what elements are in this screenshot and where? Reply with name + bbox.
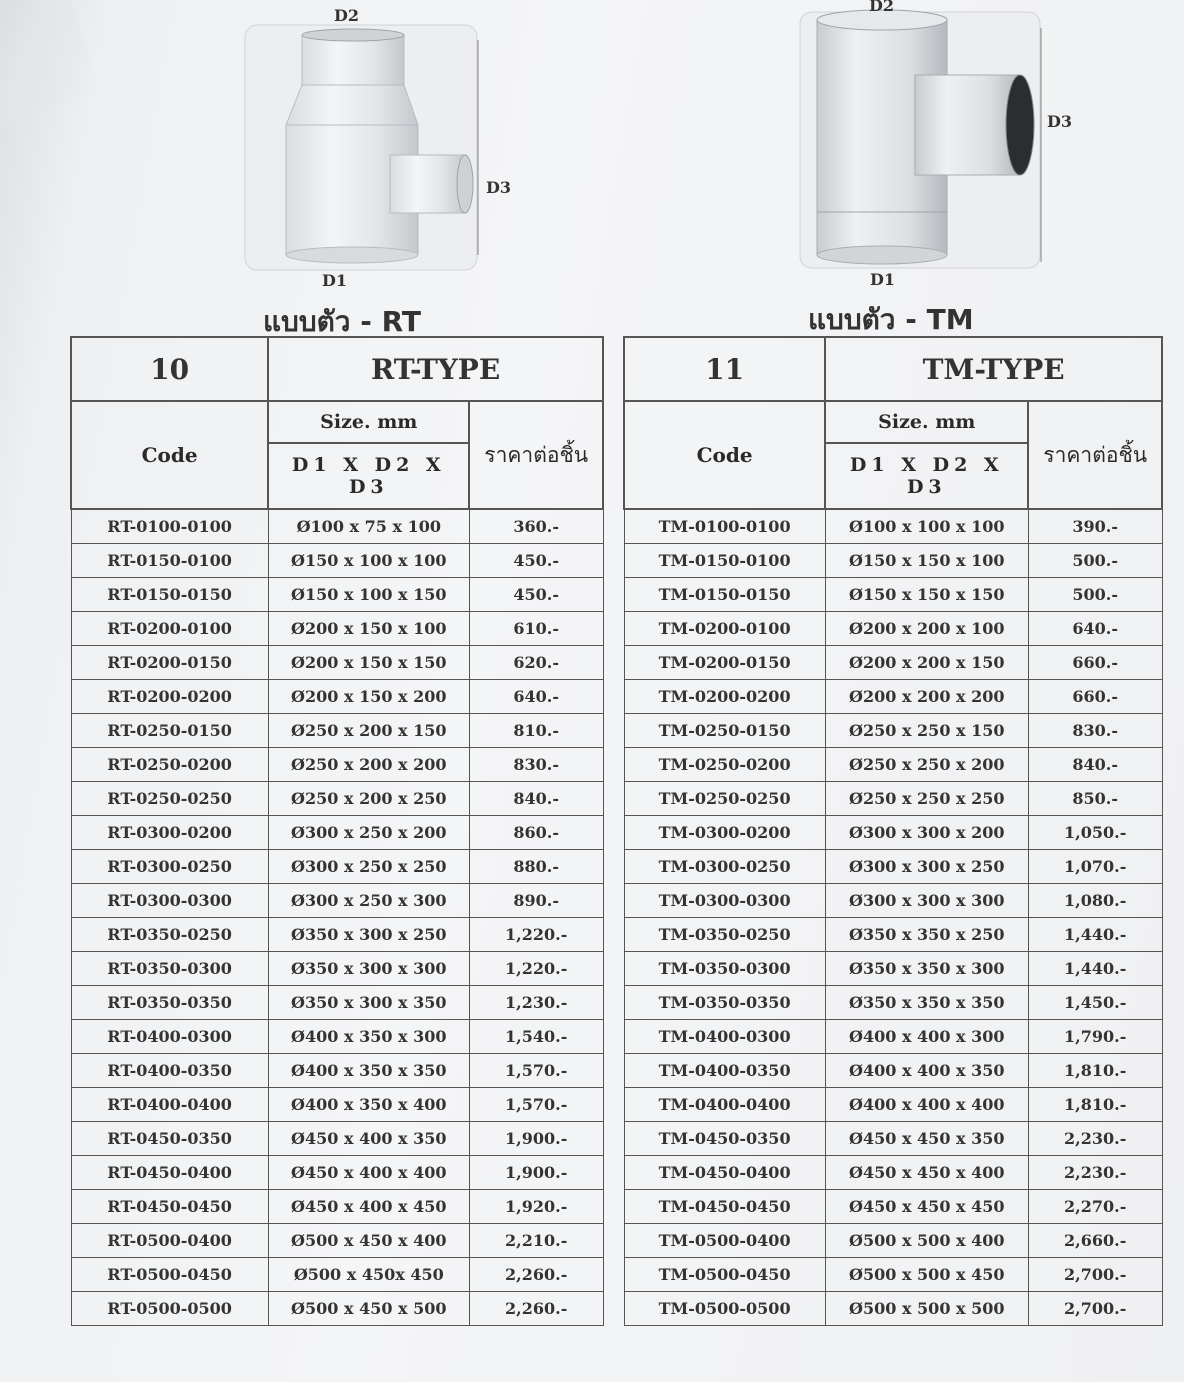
cell-price: 1,230.-	[469, 986, 603, 1020]
cell-size: Ø350 x 300 x 250	[268, 918, 469, 952]
table-row	[624, 544, 1162, 578]
table-row	[624, 1224, 1162, 1258]
table-row	[624, 646, 1162, 680]
rt-table-body	[71, 509, 603, 1326]
cell-code: RT-0200-0200	[71, 680, 268, 714]
cell-code: TM-0500-0400	[624, 1224, 825, 1258]
cell-price: 840.-	[469, 782, 603, 816]
cell-price: 1,540.-	[469, 1020, 603, 1054]
cell-code: TM-0450-0350	[624, 1122, 825, 1156]
cell-code: RT-0300-0250	[71, 850, 268, 884]
cell-size: Ø500 x 500 x 400	[825, 1224, 1028, 1258]
table-row	[71, 1156, 603, 1190]
table-row	[624, 680, 1162, 714]
cell-code: TM-0400-0400	[624, 1088, 825, 1122]
table-row	[71, 816, 603, 850]
cell-size: Ø450 x 450 x 400	[825, 1156, 1028, 1190]
cell-code: RT-0400-0350	[71, 1054, 268, 1088]
cell-size: Ø400 x 400 x 300	[825, 1020, 1028, 1054]
table-row	[624, 714, 1162, 748]
rt-d1-label: D1	[322, 271, 348, 290]
table-row	[71, 1088, 603, 1122]
cell-size: Ø300 x 250 x 300	[268, 884, 469, 918]
cell-code: RT-0350-0250	[71, 918, 268, 952]
cell-code: RT-0500-0450	[71, 1258, 268, 1292]
cell-code: TM-0450-0450	[624, 1190, 825, 1224]
table-row	[624, 1020, 1162, 1054]
cell-size: Ø400 x 400 x 350	[825, 1054, 1028, 1088]
rt-size-header: Size. mm	[268, 401, 469, 443]
cell-code: RT-0150-0100	[71, 544, 268, 578]
table-row	[71, 680, 603, 714]
cell-code: RT-0100-0100	[71, 509, 268, 544]
cell-code: TM-0200-0100	[624, 612, 825, 646]
tm-table-body	[624, 509, 1162, 1326]
table-row	[624, 952, 1162, 986]
cell-size: Ø250 x 250 x 200	[825, 748, 1028, 782]
cell-price: 1,570.-	[469, 1088, 603, 1122]
table-row	[71, 1190, 603, 1224]
cell-price: 850.-	[1028, 782, 1162, 816]
tm-product-image	[795, 0, 1085, 290]
table-row	[624, 748, 1162, 782]
table-row	[624, 1156, 1162, 1190]
cell-code: RT-0300-0200	[71, 816, 268, 850]
cell-code: RT-0200-0100	[71, 612, 268, 646]
table-row	[71, 1054, 603, 1088]
tm-price-header: ราคาต่อชิ้น	[1028, 401, 1162, 509]
table-row	[624, 850, 1162, 884]
tm-price-table	[623, 336, 1163, 1326]
cell-price: 360.-	[469, 509, 603, 544]
cell-code: TM-0300-0200	[624, 816, 825, 850]
rt-tee-illustration	[240, 0, 520, 290]
rt-d2-label: D2	[334, 6, 360, 25]
table-row	[71, 544, 603, 578]
cell-code: TM-0250-0150	[624, 714, 825, 748]
cell-size: Ø300 x 300 x 250	[825, 850, 1028, 884]
table-row	[624, 509, 1162, 544]
cell-size: Ø150 x 150 x 150	[825, 578, 1028, 612]
cell-price: 890.-	[469, 884, 603, 918]
cell-size: Ø500 x 500 x 450	[825, 1258, 1028, 1292]
cell-price: 1,050.-	[1028, 816, 1162, 850]
cell-price: 1,450.-	[1028, 986, 1162, 1020]
rt-d3-label: D3	[486, 178, 512, 197]
cell-code: TM-0150-0100	[624, 544, 825, 578]
cell-code: RT-0250-0200	[71, 748, 268, 782]
cell-code: RT-0200-0150	[71, 646, 268, 680]
table-row	[71, 952, 603, 986]
tm-d3-label: D3	[1047, 112, 1073, 131]
cell-code: TM-0300-0300	[624, 884, 825, 918]
cell-price: 2,210.-	[469, 1224, 603, 1258]
cell-size: Ø400 x 350 x 400	[268, 1088, 469, 1122]
cell-code: RT-0300-0300	[71, 884, 268, 918]
table-row	[71, 578, 603, 612]
cell-code: TM-0350-0300	[624, 952, 825, 986]
cell-price: 1,570.-	[469, 1054, 603, 1088]
cell-price: 2,270.-	[1028, 1190, 1162, 1224]
cell-price: 2,700.-	[1028, 1292, 1162, 1326]
cell-size: Ø200 x 150 x 150	[268, 646, 469, 680]
cell-size: Ø150 x 150 x 100	[825, 544, 1028, 578]
cell-price: 810.-	[469, 714, 603, 748]
cell-size: Ø450 x 400 x 450	[268, 1190, 469, 1224]
cell-size: Ø100 x 75 x 100	[268, 509, 469, 544]
cell-price: 640.-	[469, 680, 603, 714]
cell-price: 2,230.-	[1028, 1122, 1162, 1156]
cell-price: 830.-	[1028, 714, 1162, 748]
cell-size: Ø500 x 450 x 500	[268, 1292, 469, 1326]
table-row	[71, 986, 603, 1020]
rt-dims-header: D1 X D2 X D3	[268, 443, 469, 509]
table-row	[624, 986, 1162, 1020]
table-row	[71, 748, 603, 782]
cell-price: 2,260.-	[469, 1258, 603, 1292]
rt-type-title: RT-TYPE	[268, 337, 603, 401]
cell-code: TM-0500-0500	[624, 1292, 825, 1326]
cell-size: Ø150 x 100 x 100	[268, 544, 469, 578]
cell-code: TM-0400-0300	[624, 1020, 825, 1054]
cell-price: 390.-	[1028, 509, 1162, 544]
table-row	[71, 1020, 603, 1054]
table-row	[624, 1122, 1162, 1156]
cell-code: RT-0400-0400	[71, 1088, 268, 1122]
cell-code: TM-0200-0200	[624, 680, 825, 714]
cell-size: Ø350 x 300 x 300	[268, 952, 469, 986]
table-row	[71, 1122, 603, 1156]
cell-price: 1,220.-	[469, 918, 603, 952]
cell-size: Ø450 x 450 x 350	[825, 1122, 1028, 1156]
tm-tee-illustration	[795, 0, 1085, 290]
cell-code: TM-0100-0100	[624, 509, 825, 544]
cell-code: RT-0450-0450	[71, 1190, 268, 1224]
cell-price: 1,440.-	[1028, 918, 1162, 952]
tm-section-number: 11	[624, 337, 825, 401]
rt-caption: แบบตัว - RT	[263, 305, 422, 338]
cell-price: 1,810.-	[1028, 1054, 1162, 1088]
cell-size: Ø400 x 400 x 400	[825, 1088, 1028, 1122]
table-row	[624, 578, 1162, 612]
cell-code: TM-0400-0350	[624, 1054, 825, 1088]
cell-size: Ø200 x 200 x 150	[825, 646, 1028, 680]
table-row	[71, 782, 603, 816]
table-row	[624, 1258, 1162, 1292]
cell-size: Ø200 x 150 x 100	[268, 612, 469, 646]
table-row	[71, 1224, 603, 1258]
cell-code: RT-0450-0400	[71, 1156, 268, 1190]
table-row	[624, 782, 1162, 816]
cell-price: 610.-	[469, 612, 603, 646]
table-row	[71, 1258, 603, 1292]
cell-price: 500.-	[1028, 544, 1162, 578]
cell-code: RT-0250-0250	[71, 782, 268, 816]
cell-code: TM-0250-0250	[624, 782, 825, 816]
table-row	[71, 850, 603, 884]
cell-code: RT-0500-0400	[71, 1224, 268, 1258]
table-row	[624, 918, 1162, 952]
cell-code: RT-0150-0150	[71, 578, 268, 612]
cell-size: Ø300 x 250 x 250	[268, 850, 469, 884]
cell-price: 860.-	[469, 816, 603, 850]
table-row	[71, 1292, 603, 1326]
tm-dims-header: D1 X D2 X D3	[825, 443, 1028, 509]
cell-price: 2,700.-	[1028, 1258, 1162, 1292]
cell-code: TM-0350-0350	[624, 986, 825, 1020]
cell-size: Ø400 x 350 x 350	[268, 1054, 469, 1088]
cell-price: 500.-	[1028, 578, 1162, 612]
cell-size: Ø250 x 250 x 150	[825, 714, 1028, 748]
table-row	[624, 1190, 1162, 1224]
table-row	[71, 884, 603, 918]
cell-price: 1,080.-	[1028, 884, 1162, 918]
rt-code-header: Code	[71, 401, 268, 509]
table-row	[71, 612, 603, 646]
cell-price: 2,660.-	[1028, 1224, 1162, 1258]
cell-price: 830.-	[469, 748, 603, 782]
cell-code: TM-0350-0250	[624, 918, 825, 952]
cell-code: TM-0500-0450	[624, 1258, 825, 1292]
cell-size: Ø450 x 400 x 400	[268, 1156, 469, 1190]
tm-size-header: Size. mm	[825, 401, 1028, 443]
cell-price: 1,810.-	[1028, 1088, 1162, 1122]
cell-size: Ø100 x 100 x 100	[825, 509, 1028, 544]
cell-code: RT-0250-0150	[71, 714, 268, 748]
rt-price-table	[70, 336, 604, 1326]
cell-price: 2,260.-	[469, 1292, 603, 1326]
cell-price: 620.-	[469, 646, 603, 680]
cell-code: TM-0150-0150	[624, 578, 825, 612]
cell-size: Ø500 x 500 x 500	[825, 1292, 1028, 1326]
cell-size: Ø250 x 200 x 150	[268, 714, 469, 748]
cell-code: RT-0350-0350	[71, 986, 268, 1020]
cell-price: 880.-	[469, 850, 603, 884]
page-curl-shadow	[0, 0, 103, 139]
tm-type-title: TM-TYPE	[825, 337, 1162, 401]
cell-size: Ø350 x 350 x 250	[825, 918, 1028, 952]
tm-d1-label: D1	[870, 270, 896, 289]
cell-code: RT-0450-0350	[71, 1122, 268, 1156]
cell-code: RT-0500-0500	[71, 1292, 268, 1326]
cell-price: 1,440.-	[1028, 952, 1162, 986]
table-row	[624, 612, 1162, 646]
cell-code: RT-0350-0300	[71, 952, 268, 986]
cell-size: Ø300 x 300 x 200	[825, 816, 1028, 850]
cell-size: Ø500 x 450 x 400	[268, 1224, 469, 1258]
cell-size: Ø350 x 350 x 350	[825, 986, 1028, 1020]
cell-price: 1,790.-	[1028, 1020, 1162, 1054]
cell-size: Ø500 x 450x 450	[268, 1258, 469, 1292]
cell-size: Ø200 x 150 x 200	[268, 680, 469, 714]
cell-price: 1,920.-	[469, 1190, 603, 1224]
cell-price: 450.-	[469, 578, 603, 612]
table-row	[624, 816, 1162, 850]
cell-price: 1,900.-	[469, 1156, 603, 1190]
tm-caption: แบบตัว - TM	[808, 303, 974, 336]
cell-size: Ø250 x 250 x 250	[825, 782, 1028, 816]
cell-price: 1,900.-	[469, 1122, 603, 1156]
cell-size: Ø200 x 200 x 100	[825, 612, 1028, 646]
cell-price: 660.-	[1028, 680, 1162, 714]
cell-code: RT-0400-0300	[71, 1020, 268, 1054]
cell-size: Ø450 x 450 x 450	[825, 1190, 1028, 1224]
cell-price: 640.-	[1028, 612, 1162, 646]
cell-size: Ø250 x 200 x 250	[268, 782, 469, 816]
rt-section-number: 10	[71, 337, 268, 401]
table-row	[71, 714, 603, 748]
cell-size: Ø300 x 250 x 200	[268, 816, 469, 850]
cell-price: 450.-	[469, 544, 603, 578]
cell-size: Ø450 x 400 x 350	[268, 1122, 469, 1156]
tm-d2-label: D2	[869, 0, 895, 15]
cell-size: Ø250 x 200 x 200	[268, 748, 469, 782]
cell-size: Ø300 x 300 x 300	[825, 884, 1028, 918]
cell-price: 840.-	[1028, 748, 1162, 782]
cell-size: Ø150 x 100 x 150	[268, 578, 469, 612]
cell-price: 2,230.-	[1028, 1156, 1162, 1190]
table-row	[71, 509, 603, 544]
table-row	[624, 1292, 1162, 1326]
table-row	[71, 646, 603, 680]
cell-price: 1,220.-	[469, 952, 603, 986]
table-row	[71, 918, 603, 952]
cell-price: 1,070.-	[1028, 850, 1162, 884]
cell-price: 660.-	[1028, 646, 1162, 680]
cell-code: TM-0200-0150	[624, 646, 825, 680]
cell-size: Ø350 x 300 x 350	[268, 986, 469, 1020]
rt-price-header: ราคาต่อชิ้น	[469, 401, 603, 509]
table-row	[624, 1088, 1162, 1122]
table-row	[624, 884, 1162, 918]
tm-code-header: Code	[624, 401, 825, 509]
cell-code: TM-0450-0400	[624, 1156, 825, 1190]
cell-size: Ø400 x 350 x 300	[268, 1020, 469, 1054]
cell-code: TM-0300-0250	[624, 850, 825, 884]
table-row	[624, 1054, 1162, 1088]
cell-code: TM-0250-0200	[624, 748, 825, 782]
rt-product-image	[240, 0, 520, 290]
cell-size: Ø350 x 350 x 300	[825, 952, 1028, 986]
cell-size: Ø200 x 200 x 200	[825, 680, 1028, 714]
